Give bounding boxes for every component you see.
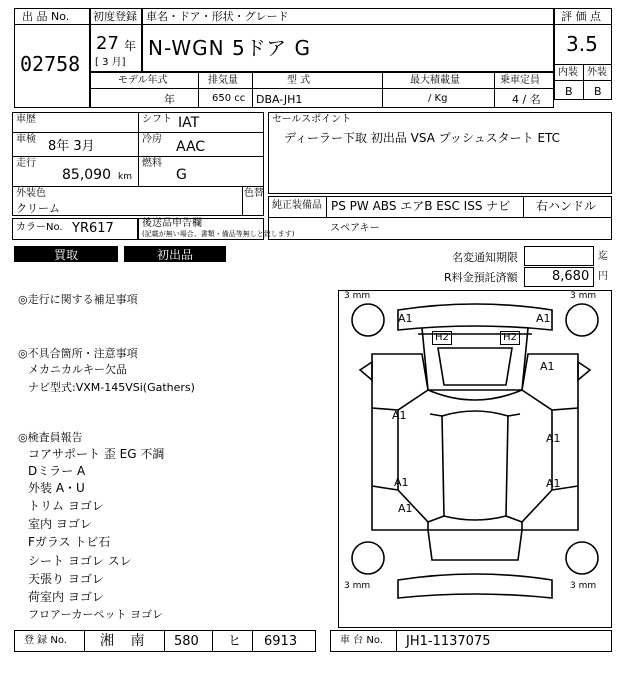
damage-mark: H2 xyxy=(432,331,452,345)
capacity: 4 / 名 xyxy=(512,93,541,106)
car-name: N-WGN 5ドア G xyxy=(148,36,311,60)
ac-value: AAC xyxy=(176,139,206,155)
inspector-line: フロアーカーペット ヨゴレ xyxy=(28,608,163,621)
registration-month: [ 3 月] xyxy=(95,57,126,68)
exterior-grade: B xyxy=(594,85,602,98)
color-number-label: カラーNo. xyxy=(16,222,63,233)
damage-mark: A1 xyxy=(392,409,407,422)
model-year-label: モデル年式 xyxy=(118,75,168,86)
tire-depth-rl: 3 mm xyxy=(344,581,371,591)
mileage-value: 85,090 xyxy=(62,167,111,183)
mileage-unit: km xyxy=(118,172,132,182)
sales-points-label: セールスポイント xyxy=(272,114,352,125)
max-load-label: 最大積載量 xyxy=(410,75,460,86)
name-change-box xyxy=(524,246,594,266)
fuel-label: 燃料 xyxy=(142,158,162,169)
inspection-label: 車検 xyxy=(16,134,36,145)
driving-notes-header: ◎走行に関する補足事項 xyxy=(18,293,138,306)
inspector-line: 荷室内 ヨゴレ xyxy=(28,590,104,604)
car-name-header: 車名・ドア・形状・グレード xyxy=(146,10,289,23)
tire-depth-fl: 3 mm xyxy=(344,291,371,301)
chassis-number: JH1-1137075 xyxy=(406,634,491,649)
lot-number: 02758 xyxy=(20,52,81,76)
mileage-label: 走行 xyxy=(16,158,36,169)
shift-value: IAT xyxy=(178,115,200,131)
car-outline xyxy=(338,290,612,628)
interior-grade: B xyxy=(565,85,573,98)
registration-region: 湘 南 xyxy=(100,633,151,649)
damage-mark: H2 xyxy=(500,331,520,345)
damage-mark: A1 xyxy=(394,476,409,489)
shift-label: シフト xyxy=(142,114,172,125)
equipment-items: PS PW ABS エアB ESC ISS ナビ xyxy=(331,199,511,213)
inspector-line: シート ヨゴレ スレ xyxy=(28,554,132,568)
defects-header: ◎不具合箇所・注意事項 xyxy=(18,347,138,360)
inspector-line: Dミラー A xyxy=(28,464,86,478)
exterior-color: クリーム xyxy=(16,202,60,215)
registration-year-unit: 年 xyxy=(124,39,137,53)
registration-number-label: 登 録 No. xyxy=(24,635,67,646)
damage-mark: A1 xyxy=(398,312,413,325)
inspector-header: ◎検査員報告 xyxy=(18,431,83,444)
damage-mark: A1 xyxy=(546,477,561,490)
inspector-line: 外装 A・U xyxy=(28,481,85,495)
displacement: 650 cc xyxy=(212,93,246,104)
registration-year: 27 xyxy=(96,33,119,54)
damage-mark: A1 xyxy=(536,312,551,325)
first-registration-label: 初度登録 xyxy=(93,10,137,23)
equipment-extra: スペアキー xyxy=(330,223,380,234)
steering-position: 右ハンドル xyxy=(536,199,597,213)
model-type: DBA-JH1 xyxy=(256,93,303,106)
recycle-fee-value: 8,680 xyxy=(552,269,590,284)
lot-number-label: 出 品 No. xyxy=(22,10,70,23)
tire-depth-fr: 3 mm xyxy=(570,291,597,301)
damage-mark: A1 xyxy=(546,432,561,445)
recycle-fee-unit: 円 xyxy=(598,271,608,282)
registration-number: 6913 xyxy=(264,634,298,649)
tire-depth-rr: 3 mm xyxy=(570,581,597,591)
inspector-line: トリム ヨゴレ xyxy=(28,499,104,513)
capacity-label: 乗車定員 xyxy=(500,75,540,86)
exterior-color-label: 外装色 xyxy=(16,188,46,199)
fuel-value: G xyxy=(176,167,187,183)
recycle-fee-label: R料金預託済額 xyxy=(444,271,518,284)
damage-mark: A1 xyxy=(540,360,555,373)
damage-mark: A1 xyxy=(398,502,413,515)
sales-points-text: ディーラー下取 初出品 VSA プッシュスタート ETC xyxy=(284,131,561,145)
post-sale-label: 後送品申告欄 xyxy=(142,218,202,229)
chassis-number-label: 車 台 No. xyxy=(340,635,383,646)
defect-line: メカニカルキー欠品 xyxy=(28,363,127,376)
max-load: / Kg xyxy=(428,93,448,104)
equipment-label: 純正装備品 xyxy=(272,200,322,211)
overall-grade: 3.5 xyxy=(566,32,598,56)
displacement-label: 排気量 xyxy=(208,75,238,86)
history-label: 車歴 xyxy=(16,114,36,125)
name-change-unit: 迄 xyxy=(598,251,608,262)
interior-label: 内装 xyxy=(558,67,578,78)
inspector-line: Fガラス トビ石 xyxy=(28,535,111,549)
color-number: YR617 xyxy=(72,221,114,236)
inspector-line: コアサポート 歪 EG 不調 xyxy=(28,447,165,461)
registration-kana: ヒ xyxy=(228,634,242,649)
inspector-line: 天張り ヨゴレ xyxy=(28,572,104,586)
model-year-unit: 年 xyxy=(164,93,175,106)
buy-badge: 買取 xyxy=(14,246,118,262)
first-listing-badge: 初出品 xyxy=(124,246,226,262)
ac-label: 冷房 xyxy=(142,134,162,145)
inspector-line: 室内 ヨゴレ xyxy=(28,517,92,531)
name-change-label: 名変通知期限 xyxy=(452,251,518,264)
color-change-label: 色替 xyxy=(244,188,264,199)
grade-label: 評 価 点 xyxy=(561,10,601,23)
type-label: 型 式 xyxy=(287,75,311,86)
exterior-label: 外装 xyxy=(587,67,607,78)
post-sale-note: (記載が無い場合、書類・備品等無しと致します) xyxy=(142,230,295,238)
defect-line: ナビ型式:VXM-145VSi(Gathers) xyxy=(28,381,195,394)
registration-class: 580 xyxy=(174,634,199,649)
inspection-value: 8年 3月 xyxy=(48,139,95,154)
